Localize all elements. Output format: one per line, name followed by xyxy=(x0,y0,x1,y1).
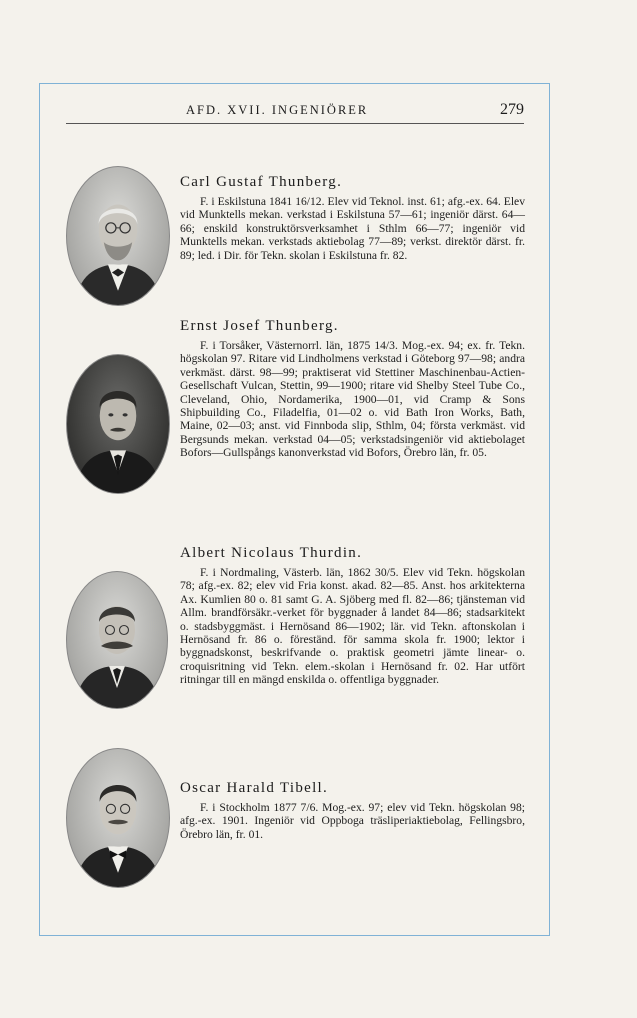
person-name: Ernst Josef Thunberg. xyxy=(180,318,339,334)
entry-text xyxy=(180,780,525,841)
entry-text xyxy=(180,318,525,460)
person-name: Albert Nicolaus Thurdin. xyxy=(180,545,363,561)
portrait-figure xyxy=(67,167,169,305)
portrait-photo xyxy=(66,354,170,494)
person-name: Oscar Harald Tibell. xyxy=(180,780,329,796)
portrait-photo xyxy=(66,571,168,709)
biography-text: F. i Stockholm 1877 7/6. Mog.-ex. 97; elev vid Tekn. högskolan 98; afg.-ex. 1901. Ingeniör vid Oppboga träsliperiaktiebolag, Fellingsbro, Örebro län, fr. 01. xyxy=(180,801,525,841)
entry-text xyxy=(180,545,525,687)
portrait-figure xyxy=(67,355,169,493)
biography-text: F. i Nordmaling, Västerb. län, 1862 30/5. Elev vid Tekn. högskolan 78; afg.-ex. 82; elev vid Fria konst. akad. 82—85. Anst. hos arkitekterna Ax. Kumlien 80 o. 81 samt G. A. Sjöberg med fl. 82—86; tjänsteman vid Allm. brandförsäkr.-verket för byggnader å landet 84—86; stadsarkitekt o. stadsbyggmäst. i Hernösand 86—1902; lär. vid Tekn. aftonskolan i Hernösand fr. 86 o. föreständ. för samma skola fr. 1900; lektor i byggnadskonst, beskrifvande o. praktisk geometri jämte linear- o. croquisritning vid Tekn. elem.-skolan i Hernösand fr. 02. Har utfört ritningar till en mängd enskilda o. offentliga byggnader. xyxy=(180,566,525,687)
portrait-figure xyxy=(67,572,167,708)
portrait-photo xyxy=(66,166,170,306)
entry-text xyxy=(180,174,525,262)
person-name: Carl Gustaf Thunberg. xyxy=(180,174,343,190)
biography-text: F. i Torsåker, Västernorrl. län, 1875 14/3. Mog.-ex. 94; ex. fr. Tekn. högskolan 97. Ritare vid Lindholmens verkstad i Göteborg 97—98; andra verkmäst. därst. 98—99; praktiserat vid Stettiner Maschinenbau-Actien-Gesellschaft Vulcan, Stettin, 99—1900; ritare vid Shelby Steel Tube Co., Cleveland, Ohio, Nordamerika, 1900—01, vid Cramp & Sons Shipbuilding Co., Filadelfia, 01—02 o. vid Bath Iron Works, Bath, Maine, 02—03; anst. vid Finnboda slip, Sthlm, 04; första verkmäst. vid Bergsunds mekan. verkstad 04—05; verkstadsingeniör vid aktiebolaget Bofors—Gullspångs kanonverkstad vid Bofors, Örebro län, fr. 05. xyxy=(180,339,525,460)
page-number: 279 xyxy=(500,101,524,118)
section-title: AFD. XVII. INGENIÖRER xyxy=(186,103,369,117)
portrait-figure xyxy=(67,749,169,887)
portrait-photo xyxy=(66,748,170,888)
running-header xyxy=(66,101,524,124)
biography-text: F. i Eskilstuna 1841 16/12. Elev vid Teknol. inst. 61; afg.-ex. 64. Elev vid Munktells mekan. verkstad i Eskilstuna 57—61; ingeniör därst. 64—66; enskild konstruktörsverksamhet i Sthlm 66—77; ingeniör vid Munktells mekan. verkstads aktiebolag 77—89; verkst. direktör därst. fr. 89; led. i Dir. för Tekn. skolan i Eskilstuna fr. 82. xyxy=(180,195,525,262)
